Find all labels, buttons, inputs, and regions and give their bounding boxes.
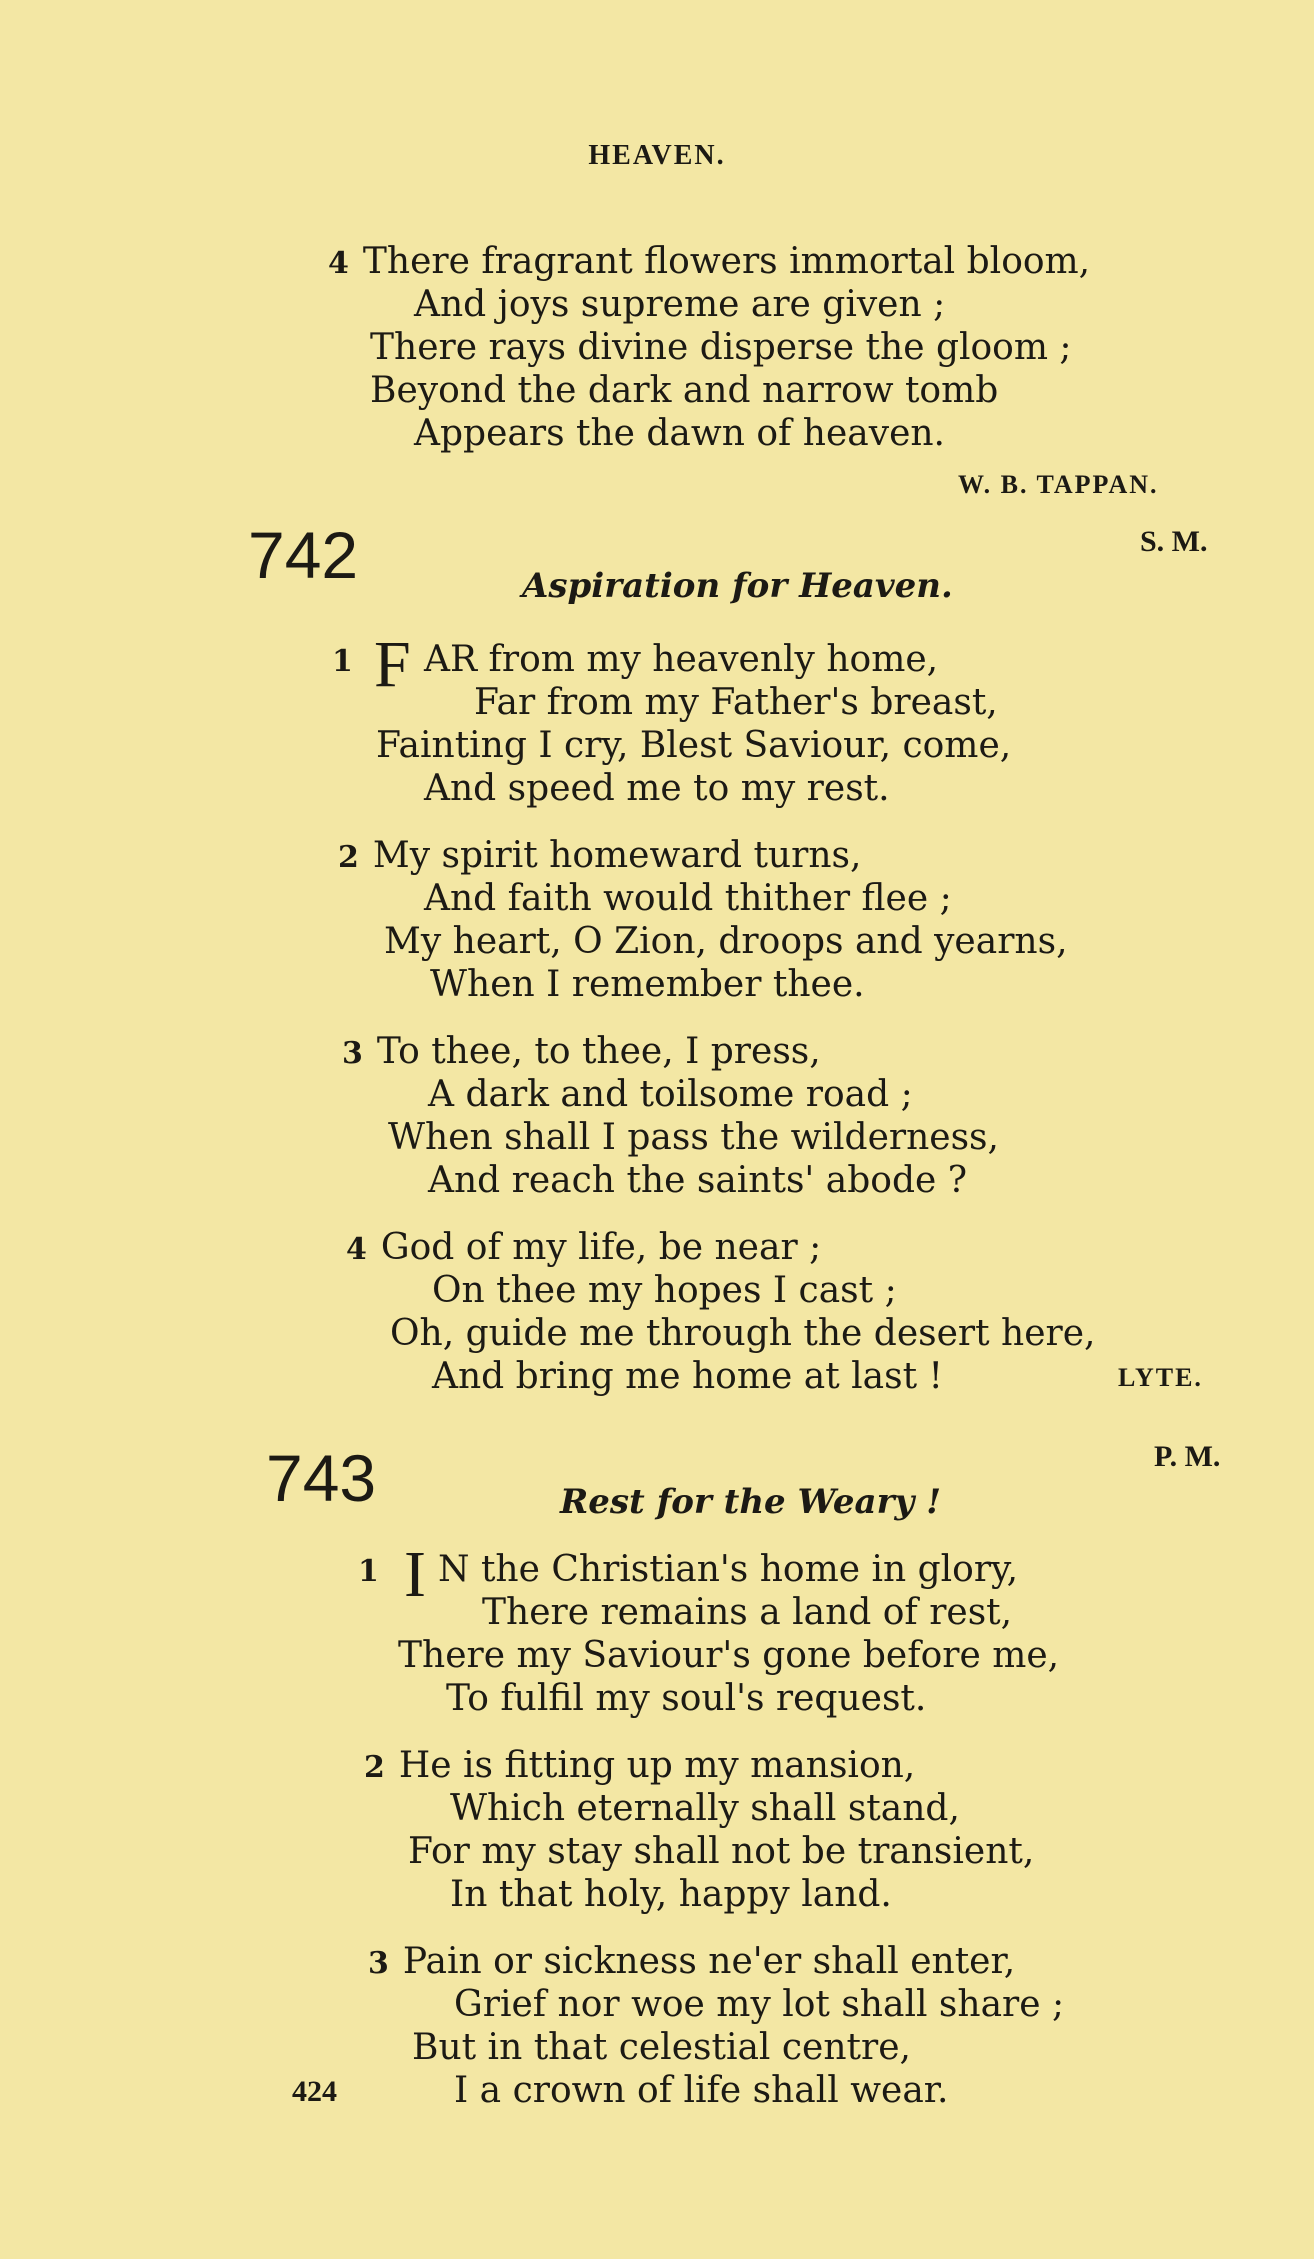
prev-stanza-line-4: Beyond the dark and narrow tomb [370,370,999,411]
stanza-1-line-3: There my Saviour's gone before me, [398,1635,1060,1676]
prev-stanza-line-3: There rays divine disperse the gloom ; [370,327,1072,368]
hymn-title: Aspiration for Heaven. [522,566,953,606]
prev-stanza-line-1: 4 There fragrant flowers immortal bloom, [328,241,1091,282]
stanza-3-line-3: When shall I pass the wilderness, [388,1117,999,1158]
stanza-1-first-line: AR from my heavenly home, [424,639,939,680]
stanza-3-line-4: I a crown of life shall wear. [454,2070,949,2111]
stanza-2-line-3: For my stay shall not be transient, [408,1831,1035,1872]
stanza-1-line-3: Fainting I cry, Blest Saviour, come, [376,725,1012,766]
prev-stanza-line-5: Appears the dawn of heaven. [414,413,945,454]
stanza-3-line-3: But in that celestial centre, [412,2027,911,2068]
stanza-number: 2 [364,1750,385,1785]
drop-cap: F [374,628,411,701]
stanza-4-line-2: On thee my hopes I cast ; [432,1270,897,1311]
stanza-number: 4 [328,246,349,281]
stanza-1-first-line: N the Christian's home in glory, [438,1549,1019,1590]
author-attribution: LYTE. [1118,1363,1203,1392]
stanza-2-line-1: 2 He is fitting up my mansion, [364,1745,916,1786]
stanza-4-line-3: Oh, guide me through the desert here, [390,1313,1096,1354]
stanza-3-line-1: 3 Pain or sickness ne'er shall enter, [368,1941,1016,1982]
author-attribution: W. B. TAPPAN. [958,470,1159,499]
stanza-3-line-2: Grief nor woe my lot shall share ; [454,1984,1065,2025]
stanza-number: 2 [338,840,359,875]
stanza-4-line-1: 4 God of my life, be near ; [346,1227,822,1268]
stanza-2-line-2: Which eternally shall stand, [450,1788,960,1829]
hymn-number: 743 [266,1441,377,1515]
page-number: 424 [292,2075,337,2108]
stanza-number: 3 [342,1036,363,1071]
drop-cap: I [404,1538,426,1611]
stanza-number: 3 [368,1946,389,1981]
stanza-1-line-2: Far from my Father's breast, [474,682,998,723]
hymn-title: Rest for the Weary ! [560,1482,942,1522]
stanza-number: 1 [358,1554,379,1589]
hymn-number: 742 [248,518,359,592]
stanza-4-line-4: And bring me home at last ! [432,1356,943,1397]
stanza-1-line-4: And speed me to my rest. [424,768,890,809]
hymn-meter: P. M. [1154,1440,1221,1473]
stanza-2-line-4: In that holy, happy land. [450,1874,892,1915]
stanza-1-line-1 [358,1548,393,1594]
stanza-2-line-3: My heart, O Zion, droops and yearns, [384,921,1068,962]
stanza-2-line-1: 2 My spirit homeward turns, [338,835,862,876]
stanza-number: 1 [332,644,353,679]
stanza-3-line-2: A dark and toilsome road ; [428,1074,913,1115]
stanza-2-line-2: And faith would thither flee ; [424,878,952,919]
stanza-3-line-1: 3 To thee, to thee, I press, [342,1031,821,1072]
section-header: HEAVEN. [588,140,726,171]
stanza-2-line-4: When I remember thee. [430,964,865,1005]
stanza-1-line-1 [332,638,367,684]
stanza-number: 4 [346,1232,367,1267]
stanza-1-line-4: To fulfil my soul's request. [446,1678,927,1719]
stanza-1-line-2: There remains a land of rest, [482,1592,1013,1633]
prev-stanza-line-2: And joys supreme are given ; [414,284,946,325]
stanza-3-line-4: And reach the saints' abode ? [428,1160,968,1201]
hymn-meter: S. M. [1140,525,1208,558]
